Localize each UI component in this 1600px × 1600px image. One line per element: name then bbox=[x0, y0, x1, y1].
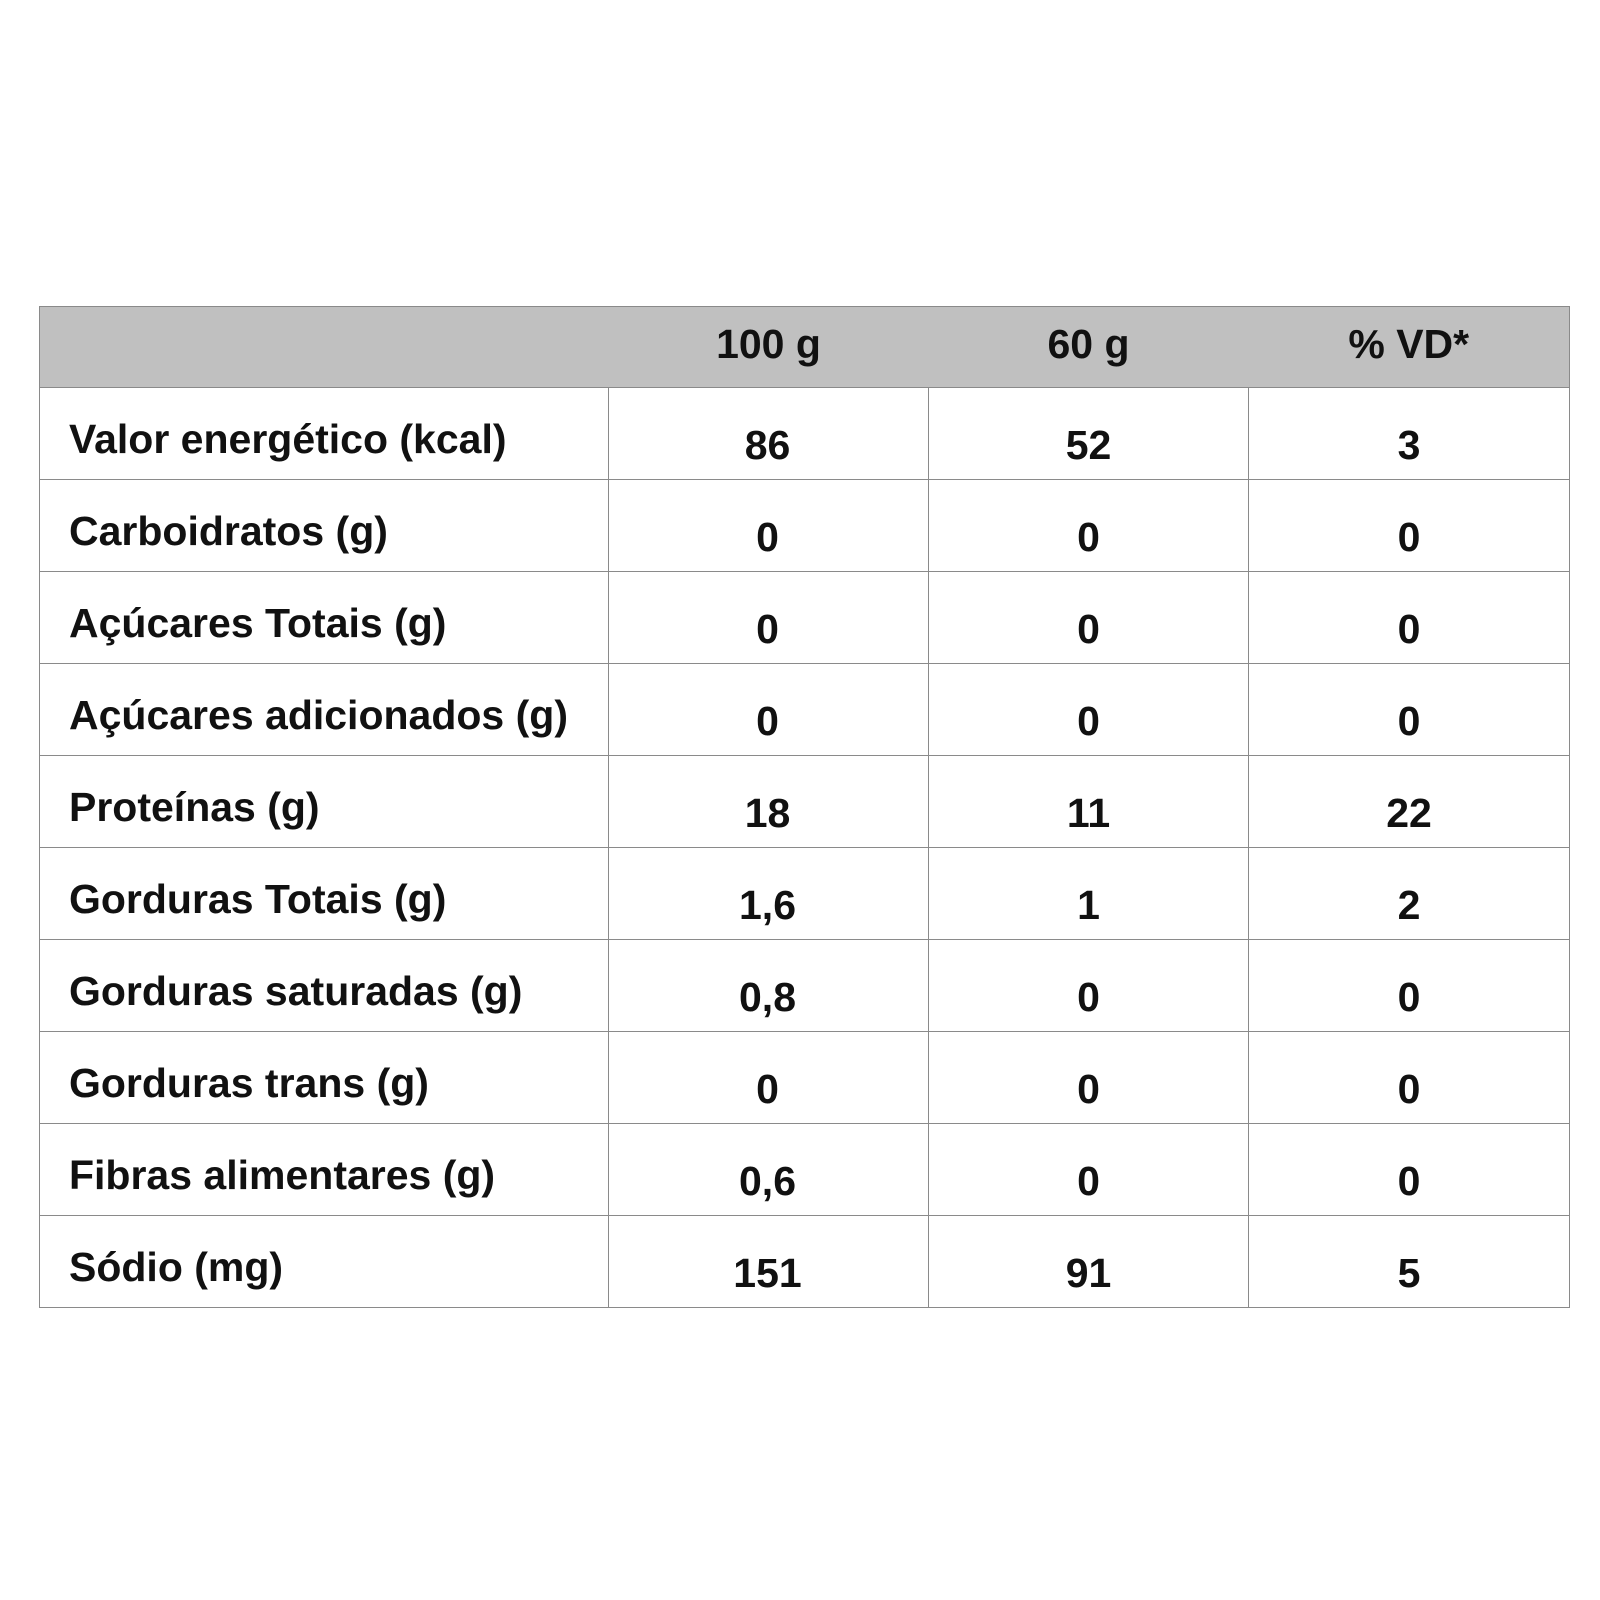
value-100g: 0,8 bbox=[609, 940, 929, 1032]
table-row bbox=[40, 572, 1570, 664]
table-row bbox=[40, 480, 1570, 572]
header-100g: 100 g bbox=[609, 307, 929, 388]
value-100g: 0 bbox=[609, 664, 929, 756]
nutrition-facts-table bbox=[39, 306, 1570, 1308]
table-row bbox=[40, 940, 1570, 1032]
value-100g: 0 bbox=[609, 1032, 929, 1124]
value-100g: 151 bbox=[609, 1216, 929, 1308]
value-100g: 1,6 bbox=[609, 848, 929, 940]
value-daily-percent: 0 bbox=[1249, 664, 1570, 756]
value-daily-percent: 0 bbox=[1249, 480, 1570, 572]
header-60g: 60 g bbox=[929, 307, 1249, 388]
value-60g: 0 bbox=[929, 480, 1249, 572]
nutrient-label: Gorduras Totais (g) bbox=[40, 848, 609, 940]
value-daily-percent: 22 bbox=[1249, 756, 1570, 848]
nutrient-label: Gorduras saturadas (g) bbox=[40, 940, 609, 1032]
nutrient-label: Gorduras trans (g) bbox=[40, 1032, 609, 1124]
value-60g: 52 bbox=[929, 388, 1249, 480]
table-row bbox=[40, 388, 1570, 480]
value-daily-percent: 5 bbox=[1249, 1216, 1570, 1308]
value-60g: 0 bbox=[929, 664, 1249, 756]
table-row bbox=[40, 664, 1570, 756]
value-daily-percent: 3 bbox=[1249, 388, 1570, 480]
value-60g: 91 bbox=[929, 1216, 1249, 1308]
nutrient-label: Fibras alimentares (g) bbox=[40, 1124, 609, 1216]
value-daily-percent: 2 bbox=[1249, 848, 1570, 940]
value-100g: 0,6 bbox=[609, 1124, 929, 1216]
nutrient-label: Proteínas (g) bbox=[40, 756, 609, 848]
value-100g: 86 bbox=[609, 388, 929, 480]
header-label-column bbox=[40, 307, 609, 388]
header-daily-value: % VD* bbox=[1249, 307, 1570, 388]
table-row bbox=[40, 848, 1570, 940]
value-daily-percent: 0 bbox=[1249, 1124, 1570, 1216]
value-daily-percent: 0 bbox=[1249, 572, 1570, 664]
table-header-row bbox=[40, 307, 1570, 388]
nutrient-label: Açúcares adicionados (g) bbox=[40, 664, 609, 756]
nutrient-label: Sódio (mg) bbox=[40, 1216, 609, 1308]
value-60g: 1 bbox=[929, 848, 1249, 940]
table-row bbox=[40, 756, 1570, 848]
nutrient-label: Açúcares Totais (g) bbox=[40, 572, 609, 664]
value-60g: 0 bbox=[929, 1124, 1249, 1216]
value-daily-percent: 0 bbox=[1249, 940, 1570, 1032]
value-100g: 0 bbox=[609, 480, 929, 572]
value-60g: 0 bbox=[929, 572, 1249, 664]
value-daily-percent: 0 bbox=[1249, 1032, 1570, 1124]
table-row bbox=[40, 1216, 1570, 1308]
value-60g: 0 bbox=[929, 940, 1249, 1032]
value-100g: 18 bbox=[609, 756, 929, 848]
table-row bbox=[40, 1032, 1570, 1124]
nutrient-label: Valor energético (kcal) bbox=[40, 388, 609, 480]
value-60g: 11 bbox=[929, 756, 1249, 848]
value-60g: 0 bbox=[929, 1032, 1249, 1124]
value-100g: 0 bbox=[609, 572, 929, 664]
nutrient-label: Carboidratos (g) bbox=[40, 480, 609, 572]
table-row bbox=[40, 1124, 1570, 1216]
